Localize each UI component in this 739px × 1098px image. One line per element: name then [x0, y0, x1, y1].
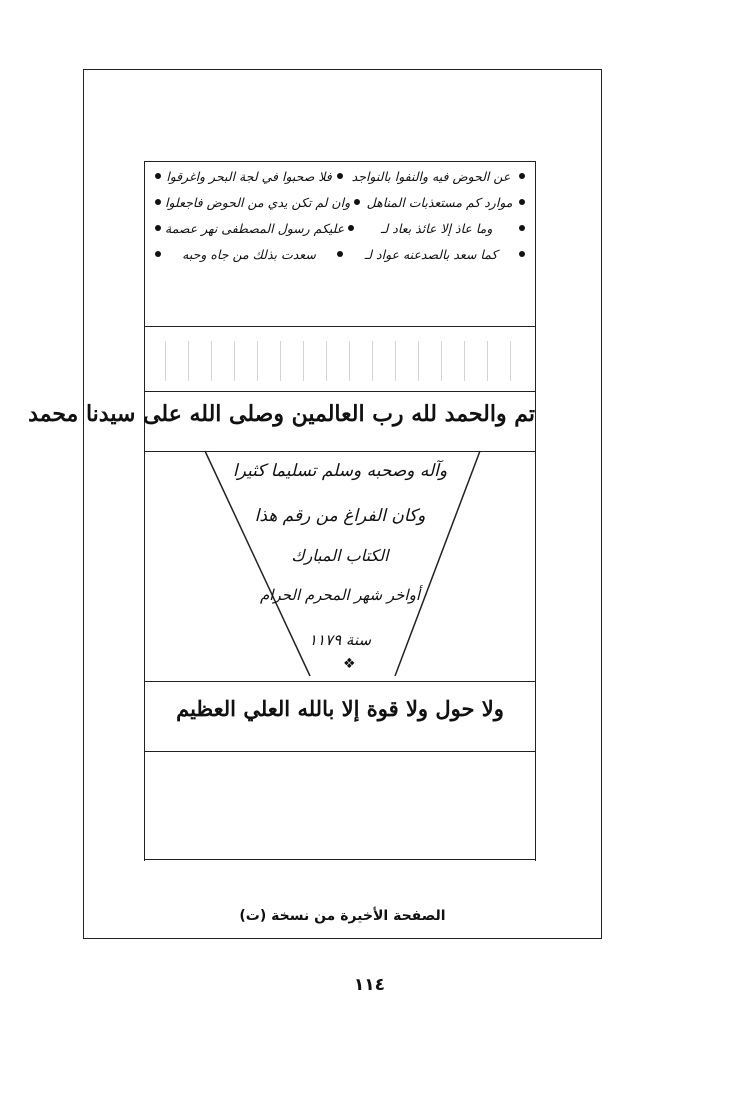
verse-right-hemistich: عليكم رسول المصطفى نهر عصمة: [165, 220, 345, 236]
verse-dot-icon: [155, 199, 161, 205]
rule-line: [145, 751, 535, 752]
verse-dot-icon: [348, 225, 354, 231]
colophon-line: وكان الفراغ من رقم هذا: [254, 506, 426, 526]
verse-right-hemistich: وان لم تكن يدي من الحوض فاجعلوا: [165, 194, 351, 210]
verse-right-hemistich: فلا صحبوا في لجة البحر واغرقوا: [166, 168, 332, 184]
closing-line: تم والحمد لله رب العالمين وصلى الله على سيدنا محمد: [28, 401, 535, 427]
rule-line: [145, 859, 535, 860]
verse-dot-icon: [155, 173, 161, 179]
verse-left-hemistich: موارد كم مستعذبات المناهل: [366, 194, 513, 210]
page-frame: [28, 69, 602, 939]
verse-dot-icon: [155, 251, 161, 257]
verse-left-hemistich: وما عاذ إلا عائذ بعاد لـ: [380, 220, 493, 236]
verse-row: [151, 189, 529, 215]
rule-line: [145, 391, 535, 392]
manuscript-image: [28, 161, 536, 861]
verse-dot-icon: [337, 251, 343, 257]
verse-right-hemistich: سعدت بذلك من جاه وحبه: [182, 246, 316, 262]
verse-row: [151, 241, 529, 267]
verse-row: [151, 215, 529, 241]
colophon-line: سنة ١١٧٩: [308, 631, 372, 649]
final-line: ولا حول ولا قوة إلا بالله العلي العظيم: [176, 696, 504, 721]
verse-dot-icon: [155, 225, 161, 231]
rule-line: [145, 161, 535, 162]
colophon-line: أواخر شهر المحرم الحرام: [260, 586, 420, 604]
rule-line: [145, 681, 535, 682]
verse-dot-icon: [519, 199, 525, 205]
verse-dot-icon: [354, 199, 360, 205]
figure-caption: الصفحة الأخيرة من نسخة (ت): [239, 908, 446, 924]
verse-left-hemistich: كما سعد بالصدعنه عواد لـ: [364, 246, 498, 262]
colophon-line: وآله وصحبه وسلم تسليما كثيرا: [232, 461, 448, 481]
page-number: ١١٤: [353, 975, 386, 995]
rule-line: [145, 326, 535, 327]
verse-dot-icon: [519, 251, 525, 257]
verse-left-hemistich: عن الحوض فيه والنفوا بالنواجد: [351, 168, 511, 184]
ornament-icon: ❖: [343, 656, 356, 672]
verse-dot-icon: [519, 173, 525, 179]
faint-bleed-through: [165, 341, 515, 381]
verse-row: [151, 163, 529, 189]
verse-dot-icon: [519, 225, 525, 231]
verse-dot-icon: [337, 173, 343, 179]
colophon-line: الكتاب المبارك: [291, 546, 389, 565]
